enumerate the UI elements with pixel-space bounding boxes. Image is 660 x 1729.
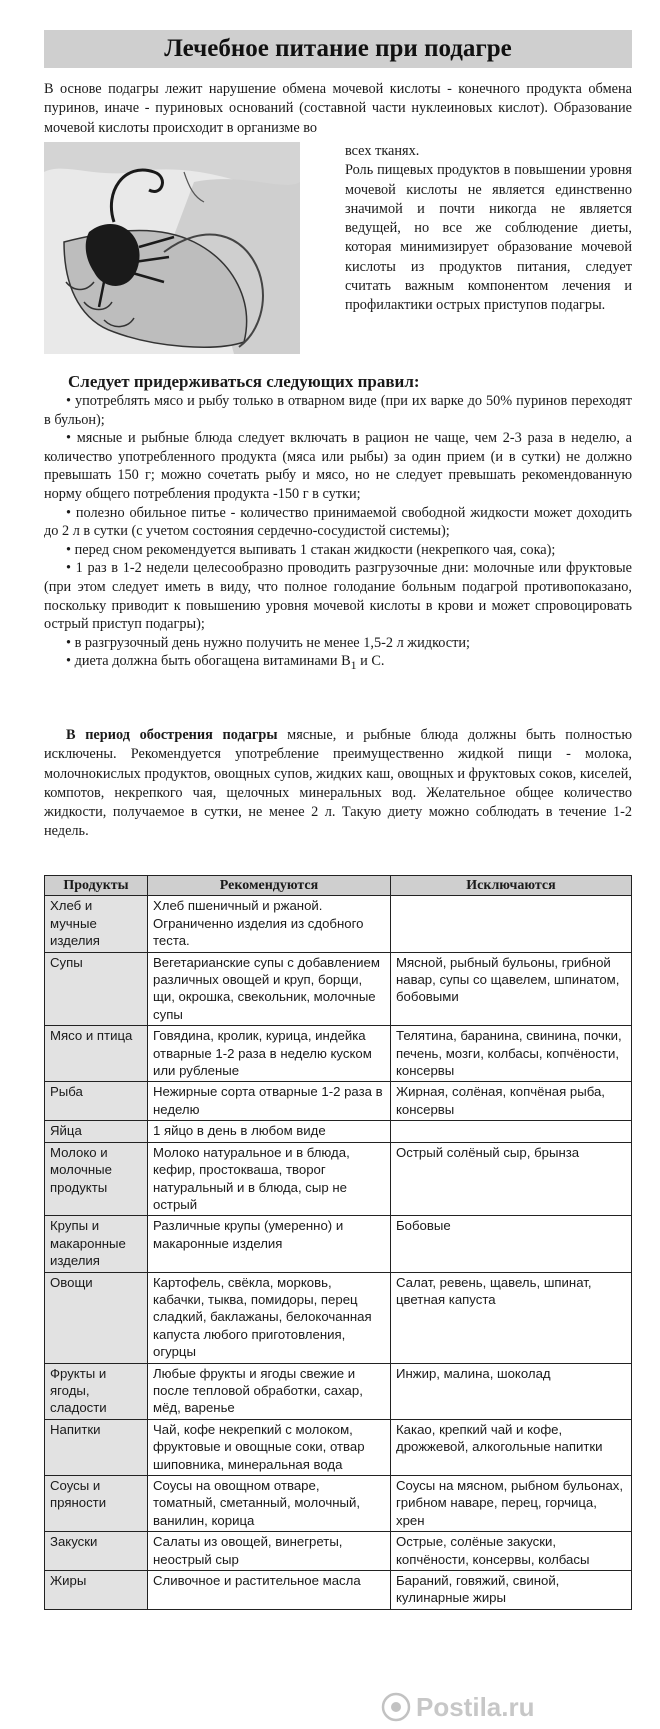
- table-row: [45, 1026, 632, 1082]
- excluded-cell: Какао, крепкий чай и кофе, дрожжевой, алкогольные напитки: [391, 1419, 632, 1475]
- product-cell: Овощи: [45, 1272, 148, 1363]
- product-cell: Мясо и птица: [45, 1026, 148, 1082]
- rule-item: • перед сном рекомендуется выпивать 1 стакан жидкости (некрепкого чая, сока);: [66, 541, 556, 558]
- recommended-cell: Картофель, свёкла, морковь, кабачки, тыква, помидоры, перец сладкий, баклажаны, белокочанная капуста любого приготовления, огурцы: [148, 1272, 391, 1363]
- product-cell: Крупы и макаронные изделия: [45, 1216, 148, 1272]
- page-title: Лечебное питание при подагре: [164, 35, 512, 62]
- table-row: [45, 1532, 632, 1571]
- side-text: [305, 142, 632, 316]
- vitamin-prefix: • диета должна быть обогащена витаминами B: [66, 653, 351, 670]
- excluded-cell: [391, 1121, 632, 1142]
- product-cell: Фрукты и ягоды, сладости: [45, 1363, 148, 1419]
- table-row: [45, 1082, 632, 1121]
- product-cell: Супы: [45, 952, 148, 1026]
- table-header-row: [45, 876, 632, 896]
- side-continuation: всех тканях.: [345, 143, 420, 159]
- table-row: [45, 1142, 632, 1216]
- excluded-cell: Салат, ревень, щавель, шпинат, цветная капуста: [391, 1272, 632, 1363]
- product-cell: Соусы и пряности: [45, 1476, 148, 1532]
- excluded-cell: [391, 896, 632, 952]
- acute-heading: В период обострения подагры: [66, 727, 278, 743]
- excluded-cell: Бараний, говяжий, свиной, кулинарные жиры: [391, 1571, 632, 1610]
- recommended-cell: Говядина, кролик, курица, индейка отварные 1-2 раза в неделю куском или рубленые: [148, 1026, 391, 1082]
- product-cell: Закуски: [45, 1532, 148, 1571]
- recommended-cell: Соусы на овощном отваре, томатный, сметанный, молочный, ванилин, корица: [148, 1476, 391, 1532]
- product-cell: Молоко и молочные продукты: [45, 1142, 148, 1216]
- table-row: [45, 952, 632, 1026]
- excluded-cell: Соусы на мясном, рыбном бульонах, грибном наваре, перец, горчица, хрен: [391, 1476, 632, 1532]
- rule-item: • 1 раз в 1-2 недели целесообразно проводить разгрузочные дни: молочные или фруктовые (при этом следует иметь в виду, что полное голодание больным подагрой противопоказано, поскольку приводит к повышению уровня мочевой кислоты в крови и может спровоцировать острый приступ подагры);: [44, 560, 632, 633]
- excluded-cell: Мясной, рыбный бульоны, грибной навар, супы со щавелем, шпинатом, бобовыми: [391, 952, 632, 1026]
- product-cell: Напитки: [45, 1419, 148, 1475]
- role-paragraph: [305, 161, 632, 315]
- product-cell: Рыба: [45, 1082, 148, 1121]
- rules-list: [44, 392, 632, 675]
- recommended-cell: Нежирные сорта отварные 1-2 раза в неделю: [148, 1082, 391, 1121]
- rule-item: • в разгрузочный день нужно получить не менее 1,5-2 л жидкости;: [66, 634, 471, 651]
- excluded-cell: Жирная, солёная, копчёная рыба, консервы: [391, 1082, 632, 1121]
- rule-item: • мясные и рыбные блюда следует включать в рацион не чаще, чем 2-3 раза в неделю, а количество употребленного продукта (мяса или рыбы) за один прием (и в сутки) не должно превышать 150 г; можно сочетать рыбу и мясо, но не следует превышать рекомендованную норму общего потребления продукта -150 г в сутки;: [44, 430, 632, 502]
- table-row: [45, 1121, 632, 1142]
- product-cell: Хлеб и мучные изделия: [45, 896, 148, 952]
- recommended-cell: Вегетарианские супы с добавлением различных овощей и круп, борщи, щи, окрошка, свекольник, молочные супы: [148, 952, 391, 1026]
- intro-paragraph: В основе подагры лежит нарушение обмена мочевой кислоты - конечного продукта обмена пуринов, иначе - пуриновых оснований (составной части нуклеиновых кислот). Образование мочевой кислоты происходит в организме во: [44, 81, 632, 136]
- rules-heading: Следует придерживаться следующих правил:: [68, 372, 420, 391]
- excluded-cell: Острые, солёные закуски, копчёности, консервы, колбасы: [391, 1532, 632, 1571]
- product-cell: Жиры: [45, 1571, 148, 1610]
- recommended-cell: Чай, кофе некрепкий с молоком, фруктовые и овощные соки, отвар шиповника, минеральная вода: [148, 1419, 391, 1475]
- recommended-cell: Молоко натуральное и в блюда, кефир, простокваша, творог натуральный и в блюда, сыр не острый: [148, 1142, 391, 1216]
- recommended-cell: Салаты из овощей, винегреты, неострый сыр: [148, 1532, 391, 1571]
- recommended-cell: Различные крупы (умеренно) и макаронные изделия: [148, 1216, 391, 1272]
- header-recommended: Рекомендуются: [148, 876, 391, 896]
- rule-item: • полезно обильное питье - количество принимаемой свободной жидкости может доходить до 2 л в сутки (с учетом состояния сердечно-сосудистой системы);: [44, 504, 632, 540]
- vitamin-subscript: 1: [350, 658, 357, 673]
- recommended-cell: Сливочное и растительное масла: [148, 1571, 391, 1610]
- table-row: [45, 1216, 632, 1272]
- product-cell: Яйца: [45, 1121, 148, 1142]
- table-row: [45, 1363, 632, 1419]
- vitamin-suffix: и C.: [356, 653, 385, 670]
- recommended-cell: Хлеб пшеничный и ржаной. Ограниченно изделия из сдобного теста.: [148, 896, 391, 952]
- table-row: [45, 1571, 632, 1610]
- rule-item-vitamins: [44, 652, 632, 674]
- recommended-cell: Любые фрукты и ягоды свежие и после тепловой обработки, сахар, мёд, варенье: [148, 1363, 391, 1419]
- table-row: [45, 1272, 632, 1363]
- table-row: [45, 1476, 632, 1532]
- title-bar: [44, 30, 632, 68]
- header-products: Продукты: [45, 876, 148, 896]
- gout-illustration: [44, 142, 300, 354]
- excluded-cell: Телятина, баранина, свинина, почки, печень, мозги, колбасы, копчёности, консервы: [391, 1026, 632, 1082]
- diet-table: [44, 875, 632, 1610]
- watermark-text: Postila.ru: [416, 1692, 535, 1722]
- header-excluded: Исключаются: [391, 876, 632, 896]
- excluded-cell: Острый солёный сыр, брынза: [391, 1142, 632, 1216]
- recommended-cell: 1 яйцо в день в любом виде: [148, 1121, 391, 1142]
- role-paragraph-text: Роль пищевых продуктов в повышении уровня мочевой кислоты не является единственно значимой и почти никогда не является ведущей, но все же соблюдение диеты, которая минимизирует образование мочевой кислоты из продуктов питания, следует считать важным компонентом лечения и профилактики острых приступов подагры.: [345, 162, 632, 314]
- table-row: [45, 896, 632, 952]
- postila-watermark: [380, 1690, 630, 1724]
- table-row: [45, 1419, 632, 1475]
- acute-text: мясные, и рыбные блюда должны быть полностью исключены. Рекомендуется употребление преимущественно жидкой пищи - молока, молочнокислых продуктов, овощных супов, жидких каш, овощных и фруктовых соков, киселей, компотов, некрепкого чая, щелочных минеральных вод. Желательное общее количество жидкости, получаемое в сутки, не менее 2 л. Такую диету можно соблюдать в течение 1-2 недель.: [44, 727, 632, 840]
- rule-item: • употреблять мясо и рыбу только в отварном виде (при их варке до 50% пуринов переходят в бульон);: [44, 393, 632, 428]
- excluded-cell: Инжир, малина, шоколад: [391, 1363, 632, 1419]
- acute-paragraph: [44, 726, 632, 842]
- excluded-cell: Бобовые: [391, 1216, 632, 1272]
